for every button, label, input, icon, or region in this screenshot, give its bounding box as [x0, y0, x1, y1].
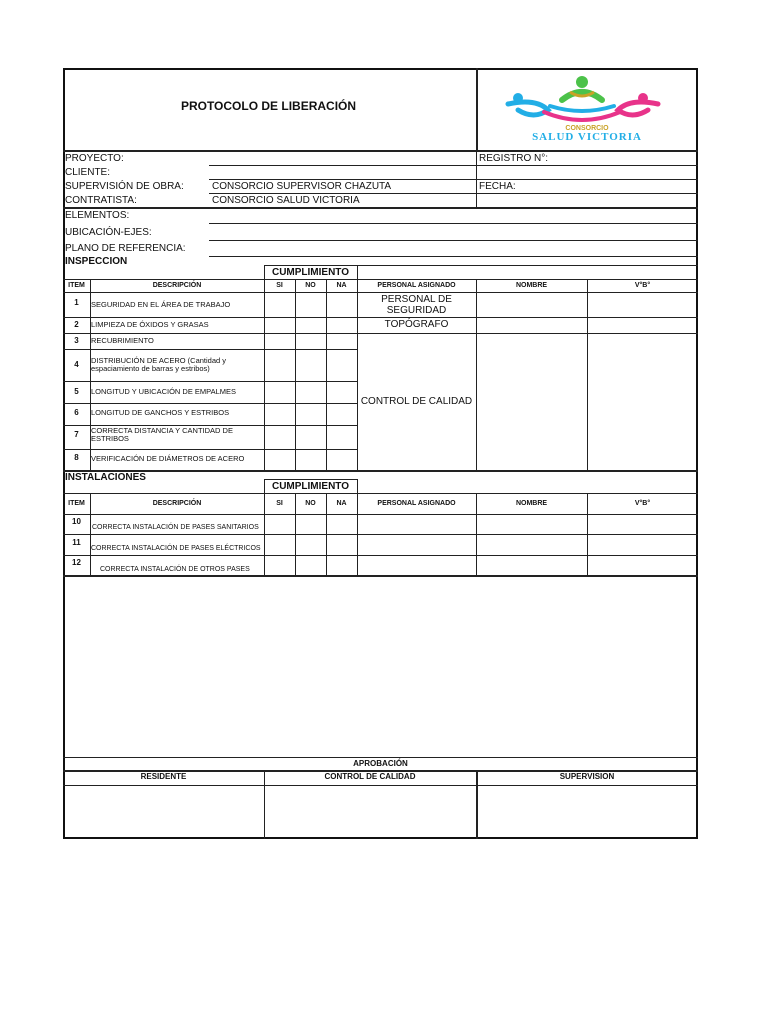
inst-item-number: 10 [72, 517, 81, 526]
cumplimiento-top-rule [264, 265, 698, 266]
insp-vrule [326, 279, 327, 471]
aprobacion-top-rule [63, 757, 698, 758]
fecha-label: FECHA: [479, 181, 516, 192]
insp-item-number: 1 [74, 298, 79, 307]
insp-item-number: 8 [74, 453, 79, 462]
inst-col-item: ITEM [68, 500, 85, 507]
insp-col-si: SI [276, 282, 283, 289]
insp-col-personal: PERSONAL ASIGNADO [377, 282, 456, 289]
inst-col-descripcion: DESCRIPCIÓN [152, 500, 202, 507]
contratista-label: CONTRATISTA: [65, 195, 137, 206]
inst-item-description: CORRECTA INSTALACIÓN DE OTROS PASES [100, 566, 250, 573]
header-bottom-rule [63, 150, 698, 152]
insp-col-no: NO [305, 282, 316, 289]
insp-vrule [295, 279, 296, 471]
inst-vrule [264, 479, 265, 576]
insp-row-rule [63, 403, 357, 404]
aprobacion-header-bottom [63, 785, 698, 786]
aprobacion-supervision: SUPERVISION [559, 772, 615, 781]
info-divider [476, 150, 477, 208]
registro-label: REGISTRO N°: [479, 153, 549, 164]
logo-line1: CONSORCIO [565, 125, 609, 132]
cumplimiento-sub-rule [264, 279, 357, 280]
inst-item-description: CORRECTA INSTALACIÓN DE PASES ELÉCTRICOS [91, 545, 261, 552]
inst-col-personal: PERSONAL ASIGNADO [377, 500, 456, 507]
aprobacion-title: APROBACIÓN [353, 759, 408, 768]
plano-field-line[interactable] [209, 256, 698, 257]
insp-header-bottom [63, 292, 698, 293]
inst-row-rule [63, 555, 698, 556]
company-logo [478, 70, 696, 148]
inst-col-na: NA [336, 500, 347, 507]
insp-item-description: LIMPIEZA DE ÓXIDOS Y GRASAS [91, 320, 209, 329]
supervision-value: CONSORCIO SUPERVISOR CHAZUTA [212, 181, 392, 192]
insp-item-number: 4 [74, 360, 79, 369]
cliente-label: CLIENTE: [65, 167, 111, 178]
insp-item-description: CORRECTA DISTANCIA Y CANTIDAD DE ESTRIBOS [91, 426, 233, 443]
insp-row-rule [357, 333, 698, 334]
instalaciones-section-title: INSTALACIONES [65, 472, 146, 483]
inst-col-no: NO [305, 500, 316, 507]
insp-vrule [357, 265, 358, 471]
insp-item-number: 7 [74, 430, 79, 439]
proyecto-label: PROYECTO: [65, 153, 124, 164]
inst-header-bottom [63, 514, 698, 515]
insp-table-bottom [63, 470, 698, 472]
inst-item-number: 11 [72, 538, 81, 547]
residente-signature-box[interactable] [65, 787, 263, 837]
insp-item-description: DISTRIBUCIÓN DE ACERO (Cantidad y espaciamiento de barras y estribos) [91, 356, 227, 373]
inst-item-number: 12 [72, 558, 81, 567]
insp-row-rule [357, 317, 698, 318]
calidad-signature-box[interactable] [266, 787, 475, 837]
inst-col-vb: V°B° [634, 500, 651, 507]
inst-table-bottom [63, 575, 698, 577]
insp-col-item: ITEM [68, 282, 85, 289]
ubicacion-label: UBICACIÓN-EJES: [65, 227, 152, 238]
inspeccion-cumplimiento: CUMPLIMIENTO [271, 267, 350, 278]
insp-header-top-right [357, 279, 698, 280]
insp-item-description: LONGITUD DE GANCHOS Y ESTRIBOS [91, 408, 230, 417]
aprobacion-control-calidad: CONTROL DE CALIDAD [324, 772, 416, 781]
insp-row-rule [63, 333, 357, 334]
inst-col-si: SI [276, 500, 283, 507]
plano-label: PLANO DE REFERENCIA: [65, 243, 186, 254]
inst-header-top-right [357, 493, 698, 494]
personal-topografo: TOPÓGRAFO [384, 319, 449, 330]
ubicacion-field-line[interactable] [209, 240, 698, 241]
registro-field-line[interactable] [476, 179, 698, 180]
insp-row-rule [63, 449, 357, 450]
supervision-signature-box[interactable] [478, 787, 696, 837]
inst-cumplimiento-top [264, 479, 357, 480]
insp-item-description: RECUBRIMIENTO [91, 336, 154, 345]
insp-vrule [476, 279, 477, 471]
insp-row-rule [63, 317, 357, 318]
inspeccion-section-title: INSPECCION [65, 256, 128, 267]
insp-row-rule [63, 349, 357, 350]
insp-item-description: SEGURIDAD EN EL ÁREA DE TRABAJO [91, 300, 231, 309]
insp-vrule [587, 279, 588, 471]
insp-item-number: 5 [74, 387, 79, 396]
contratista-value: CONSORCIO SALUD VICTORIA [212, 195, 360, 206]
supervision-label: SUPERVISIÓN DE OBRA: [65, 181, 184, 192]
insp-item-description: VERIFICACIÓN DE DIÁMETROS DE ACERO [91, 454, 245, 463]
insp-item-description: LONGITUD Y UBICACIÓN DE EMPALMES [91, 387, 237, 396]
insp-header-top-left [63, 279, 264, 280]
instalaciones-cumplimiento: CUMPLIMIENTO [271, 481, 350, 492]
inst-cumplimiento-rule [264, 493, 357, 494]
document-title: PROTOCOLO DE LIBERACIÓN [180, 99, 357, 113]
supervision-field-line [209, 193, 698, 194]
inst-row-rule [63, 534, 698, 535]
inst-header-top-left [63, 493, 264, 494]
elementos-label: ELEMENTOS: [65, 210, 130, 221]
insp-col-na: NA [336, 282, 347, 289]
personal-seguridad: PERSONAL DE SEGURIDAD [381, 294, 452, 316]
elementos-field-line[interactable] [209, 223, 698, 224]
insp-item-number: 6 [74, 408, 79, 417]
info-bottom-rule [63, 207, 698, 209]
cliente-field-line[interactable] [209, 179, 476, 180]
inst-item-description: CORRECTA INSTALACIÓN DE PASES SANITARIOS [92, 524, 259, 531]
proyecto-field-line[interactable] [209, 165, 698, 166]
personal-control-calidad: CONTROL DE CALIDAD [360, 396, 473, 407]
aprobacion-residente: RESIDENTE [140, 772, 187, 781]
insp-vrule [264, 265, 265, 471]
inst-vrule [357, 479, 358, 576]
insp-row-rule [63, 381, 357, 382]
insp-item-number: 2 [74, 320, 79, 329]
insp-col-nombre: NOMBRE [515, 282, 548, 289]
inst-col-nombre: NOMBRE [515, 500, 548, 507]
logo-line2: SALUD VICTORIA [532, 131, 642, 143]
insp-item-number: 3 [74, 336, 79, 345]
insp-col-vb: V°B° [634, 282, 651, 289]
insp-col-descripcion: DESCRIPCIÓN [152, 282, 202, 289]
